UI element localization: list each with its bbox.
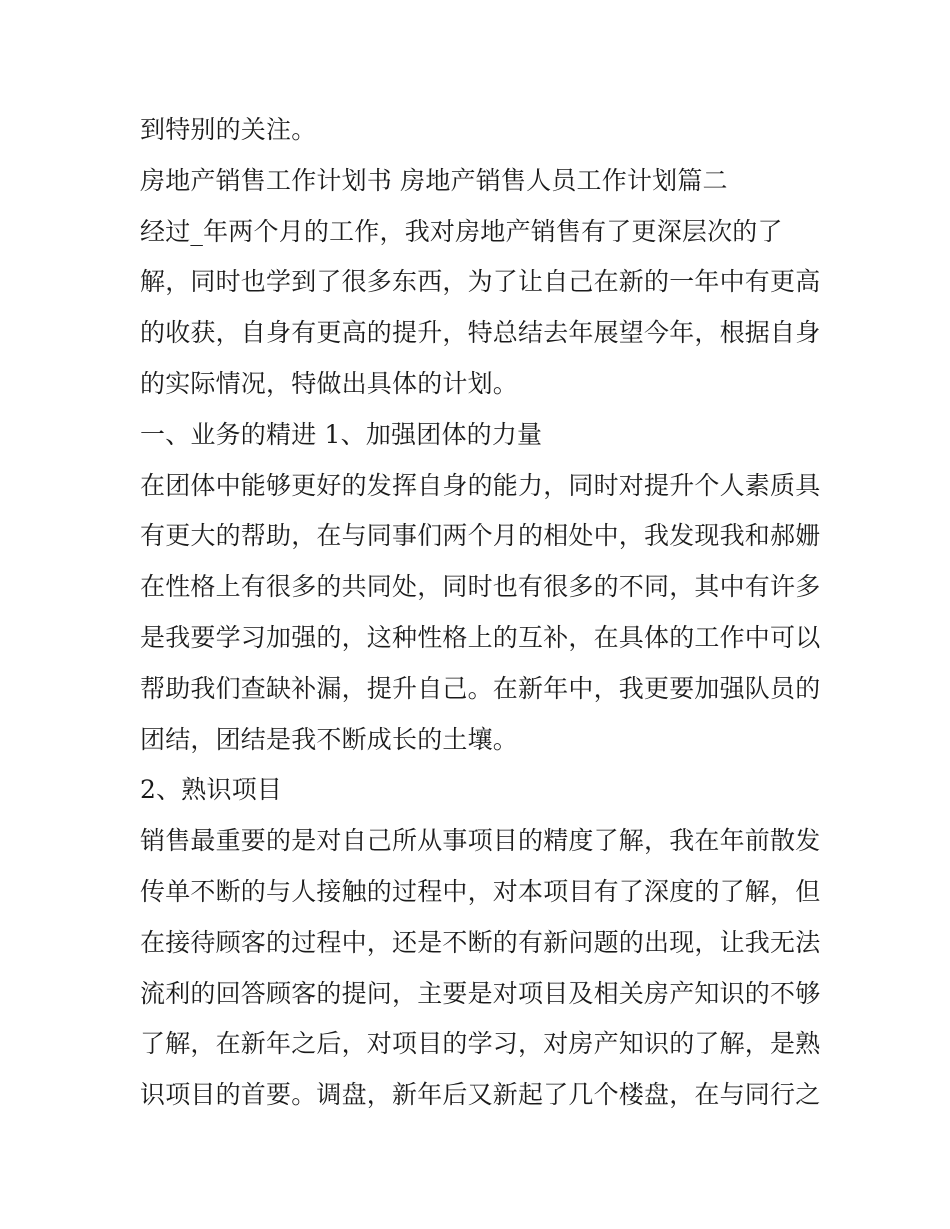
text-line: 解，同时也学到了很多东西，为了让自己在新的一年中有更高 xyxy=(140,267,821,297)
text-line: 了解，在新年之后，对项目的学习，对房产知识的了解，是熟 xyxy=(140,1029,821,1059)
text-line: 在接待顾客的过程中，还是不断的有新问题的出现，让我无法 xyxy=(140,927,821,957)
subsection-heading: 2、熟识项目 xyxy=(140,775,283,805)
section-heading: 一、业务的精进 1、加强团体的力量 xyxy=(140,419,543,449)
section-title: 房地产销售工作计划书 房地产销售人员工作计划篇二 xyxy=(140,165,728,195)
text-line: 帮助我们查缺补漏，提升自己。在新年中，我更要加强队员的 xyxy=(140,673,821,703)
text-line: 在性格上有很多的共同处，同时也有很多的不同，其中有许多 xyxy=(140,572,821,602)
text-line: 团结，团结是我不断成长的土壤。 xyxy=(140,724,519,754)
text-line: 的实际情况，特做出具体的计划。 xyxy=(140,368,519,398)
text-line: 流利的回答顾客的提问，主要是对项目及相关房产知识的不够 xyxy=(140,978,821,1008)
document-page xyxy=(140,105,820,1121)
text-line: 传单不断的与人接触的过程中，对本项目有了深度的了解，但 xyxy=(140,876,821,906)
text-line: 经过_年两个月的工作，我对房地产销售有了更深层次的了 xyxy=(140,216,783,246)
text-line: 有更大的帮助，在与同事们两个月的相处中，我发现我和郝姗 xyxy=(140,521,821,551)
text-line: 销售最重要的是对自己所从事项目的精度了解，我在年前散发 xyxy=(140,826,821,856)
text-line: 的收获，自身有更高的提升，特总结去年展望今年，根据自身 xyxy=(140,318,821,348)
text-line: 是我要学习加强的，这种性格上的互补，在具体的工作中可以 xyxy=(140,622,821,652)
text-line: 到特别的关注。 xyxy=(140,115,317,144)
text-line: 在团体中能够更好的发挥自身的能力，同时对提升个人素质具 xyxy=(140,470,821,500)
text-line: 识项目的首要。调盘，新年后又新起了几个楼盘，在与同行之 xyxy=(140,1080,821,1110)
